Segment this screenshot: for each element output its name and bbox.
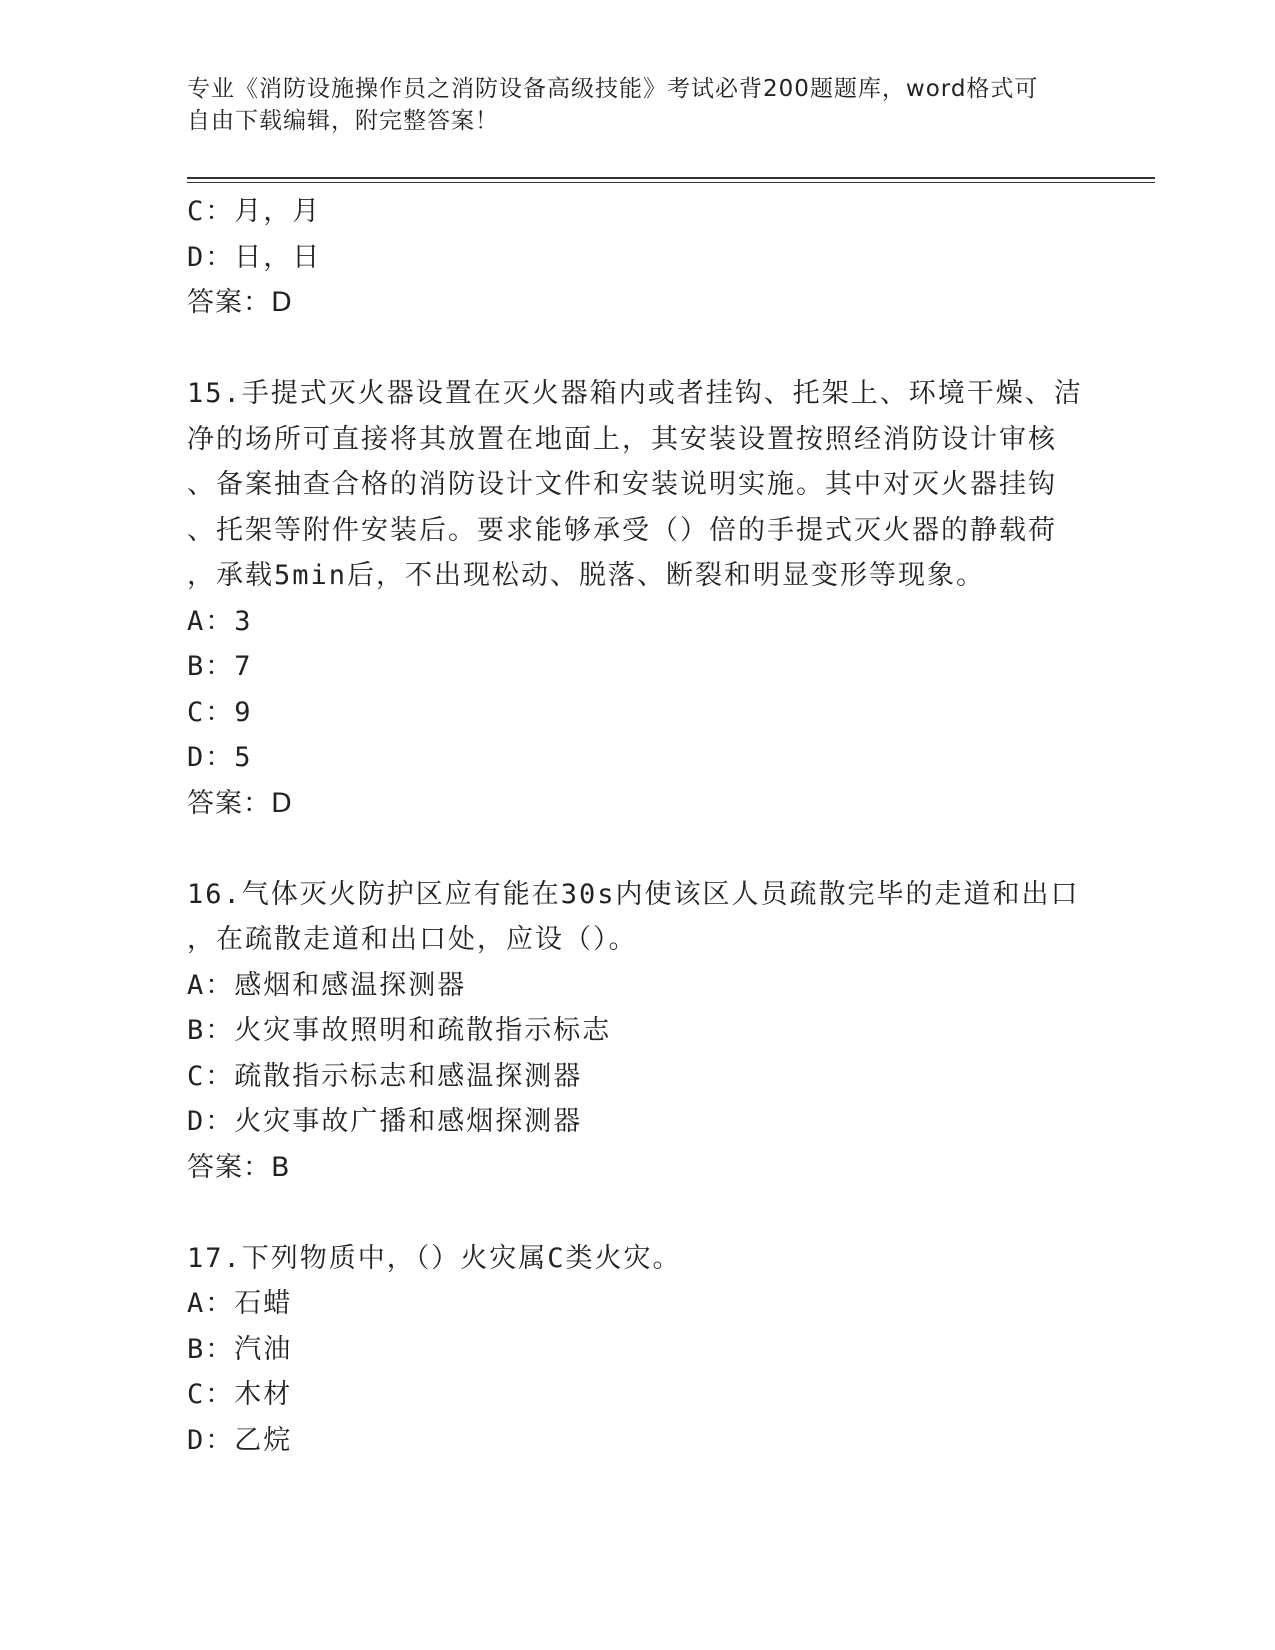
option-d: D：火灾事故广播和感烟探测器 <box>187 1106 583 1137</box>
answer-line: 答案：D <box>187 287 293 318</box>
header-line-2: 自由下载编辑，附完整答案！ <box>187 108 499 134</box>
option-c: C：9 <box>187 696 253 728</box>
question-text-line: 15.手提式灭火器设置在灭火器箱内或者挂钩、托架上、环境干燥、洁 <box>187 378 1083 409</box>
question-text-line: 、备案抽查合格的消防设计文件和安装说明实施。其中对灭火器挂钩 <box>187 469 1057 500</box>
spacer <box>187 1190 1087 1236</box>
option-c: C：疏散指示标志和感温探测器 <box>187 1060 583 1092</box>
header-rule-thick <box>187 177 1155 179</box>
document-body <box>187 189 1087 1463</box>
option-c: C：木材 <box>187 1379 293 1410</box>
spacer <box>187 326 1087 372</box>
question-text-line: 、托架等附件安装后。要求能够承受（）倍的手提式灭火器的静载荷 <box>187 514 1057 546</box>
question-text-line: ，在疏散走道和出口处，应设（）。 <box>187 924 638 955</box>
option-b: B：7 <box>187 651 253 682</box>
question-15 <box>187 371 1087 826</box>
question-14-tail <box>187 189 1087 326</box>
answer-line: 答案：D <box>187 787 293 819</box>
question-text-line: 16.气体灭火防护区应有能在30s内使该区人员疏散完毕的走道和出口 <box>187 878 1080 910</box>
option-a: A：3 <box>187 605 253 637</box>
header-rule-thin <box>187 182 1155 183</box>
document-header <box>187 73 1067 137</box>
header-line-1: 专业《消防设施操作员之消防设备高级技能》考试必背200题题库，word格式可 <box>187 76 1039 102</box>
option-d: D：5 <box>187 742 253 773</box>
question-text-line: 净的场所可直接将其放置在地面上，其安装设置按照经消防设计审核 <box>187 423 1057 455</box>
spacer <box>187 826 1087 872</box>
question-text-line: ，承载5min后，不出现松动、脱落、断裂和明显变形等现象。 <box>187 560 986 591</box>
option-c: C：月，月 <box>187 196 322 227</box>
option-d: D：日，日 <box>187 241 322 273</box>
option-a: A：感烟和感温探测器 <box>187 969 467 1001</box>
question-text-line: 17.下列物质中，（）火灾属C类火灾。 <box>187 1242 682 1274</box>
answer-line: 答案：B <box>187 1151 291 1183</box>
question-16 <box>187 872 1087 1191</box>
option-a: A：石蜡 <box>187 1288 293 1319</box>
option-b: B：汽油 <box>187 1333 293 1365</box>
option-b: B：火灾事故照明和疏散指示标志 <box>187 1015 612 1046</box>
option-d: D：乙烷 <box>187 1424 293 1456</box>
question-17 <box>187 1236 1087 1464</box>
